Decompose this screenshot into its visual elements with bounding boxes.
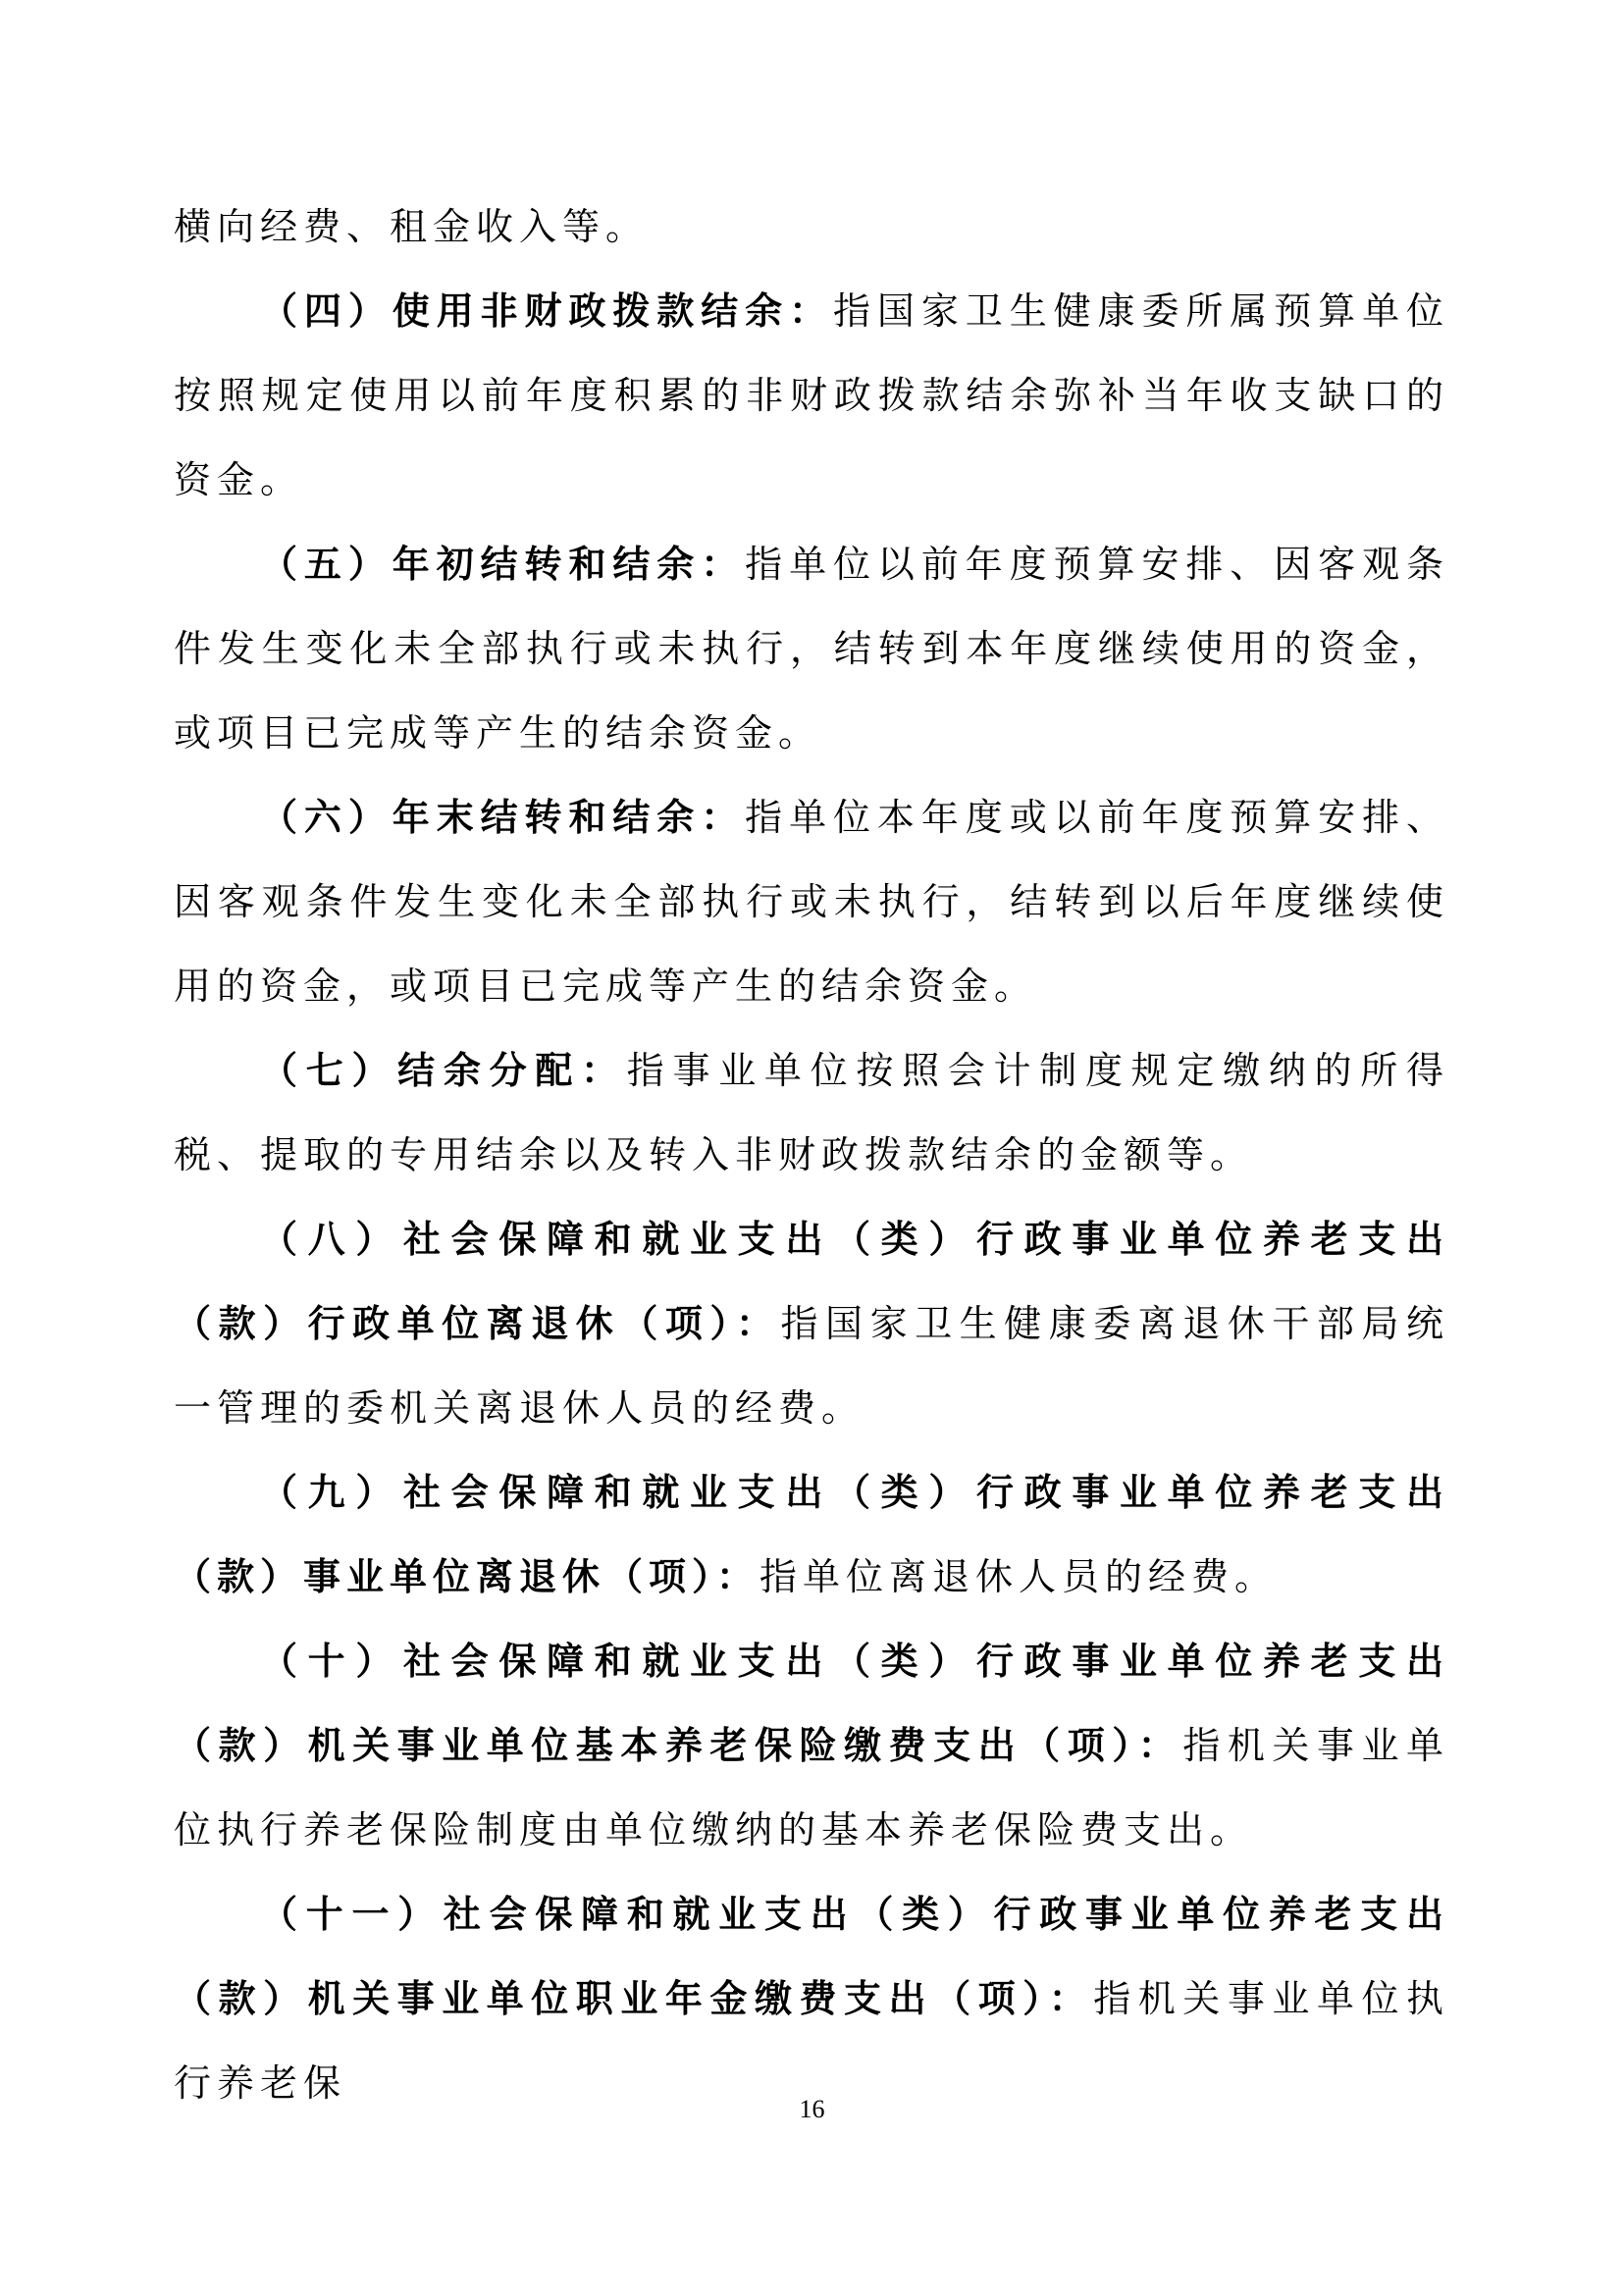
paragraph-term: （十）社会保障和就业支出（类）行政事业单位养老支出（款）机关事业单位基本养老保险缴费支出（项）： xyxy=(174,1639,1449,1767)
paragraph-text: 指单位离退休人员的经费。 xyxy=(760,1555,1279,1598)
paragraph-text: 指事业单位按照会计制度规定缴纳的所得税、提取的专用结余以及转入非财政拨款结余的金额等。 xyxy=(174,1049,1449,1176)
paragraph-text: 指国家卫生健康委离退休干部局统一管理的委机关离退休人员的经费。 xyxy=(174,1302,1449,1430)
paragraph-text: 指机关事业单位执行养老保 xyxy=(174,1977,1449,2105)
body-text xyxy=(174,184,1449,2125)
paragraph xyxy=(174,184,1449,269)
paragraph-term: （六）年末结转和结余： xyxy=(260,795,746,839)
paragraph xyxy=(174,1450,1449,1619)
paragraph-term: （五）年初结转和结余： xyxy=(260,542,746,586)
paragraph xyxy=(174,1619,1449,1872)
paragraph-text: 指单位本年度或以前年度预算安排、因客观条件发生变化未全部执行或未执行，结转到以后年度继续使用的资金，或项目已完成等产生的结余资金。 xyxy=(174,796,1449,1008)
paragraph-term: （八）社会保障和就业支出（类）行政事业单位养老支出（款）行政单位离退休（项）： xyxy=(174,1217,1449,1345)
paragraph xyxy=(174,269,1449,522)
paragraph-text: 指国家卫生健康委所属预算单位按照规定使用以前年度积累的非财政拨款结余弥补当年收支缺口的资金。 xyxy=(174,289,1449,501)
paragraph-text: 横向经费、租金收入等。 xyxy=(174,205,650,248)
paragraph xyxy=(174,775,1449,1028)
page-number: 16 xyxy=(799,2095,825,2123)
paragraph xyxy=(174,1028,1449,1197)
paragraph-term: （四）使用非财政拨款结余： xyxy=(260,288,833,333)
paragraph xyxy=(174,522,1449,775)
paragraph-term: （七）结余分配： xyxy=(260,1048,627,1092)
paragraph-text: 指单位以前年度预算安排、因客观条件发生变化未全部执行或未执行，结转到本年度继续使用的资金，或项目已完成等产生的结余资金。 xyxy=(174,543,1449,755)
paragraph-term: （十一）社会保障和就业支出（类）行政事业单位养老支出（款）机关事业单位职业年金缴费支出（项）： xyxy=(174,1892,1449,2020)
paragraph-text: 指机关事业单位执行养老保险制度由单位缴纳的基本养老保险费支出。 xyxy=(174,1724,1449,1852)
paragraph-term: （九）社会保障和就业支出（类）行政事业单位养老支出（款）事业单位离退休（项）： xyxy=(174,1470,1449,1598)
paragraph xyxy=(174,1197,1449,1450)
paragraph xyxy=(174,1872,1449,2125)
